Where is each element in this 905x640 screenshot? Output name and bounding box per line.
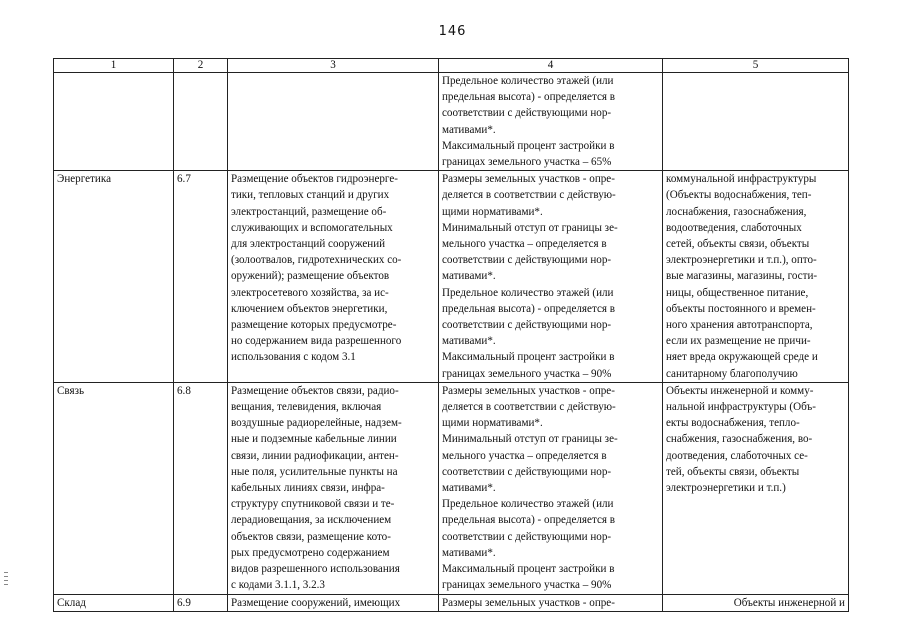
text-line: границах земельного участка – 90% bbox=[442, 367, 612, 380]
text-line: границах земельного участка – 90% bbox=[442, 579, 612, 592]
text-line: Размещение объектов связи, радио- bbox=[231, 384, 399, 397]
land-use-objects bbox=[663, 382, 849, 594]
text-line: ницы, общественное питание, bbox=[666, 286, 809, 299]
text-line: кабельных линиях связи, инфра- bbox=[231, 482, 385, 495]
text-line: для электростанций сооружений bbox=[231, 238, 386, 251]
text-line: Максимальный процент застройки в bbox=[442, 139, 615, 152]
text-line: соответствии с действующими нор- bbox=[442, 254, 612, 267]
text-line: электростанций, размещение об- bbox=[231, 205, 387, 218]
text-line: ные поля, усилительные пункты на bbox=[231, 465, 398, 478]
table-row bbox=[54, 382, 849, 594]
land-use-description bbox=[228, 171, 439, 383]
text-line: связи, линии радиофикации, антен- bbox=[231, 449, 399, 462]
text-line: тики, тепловых станций и других bbox=[231, 189, 390, 202]
land-use-name: Склад bbox=[54, 594, 174, 611]
text-line: Размеры земельных участков - опре- bbox=[442, 384, 615, 397]
text-line: ключением объектов энергетики, bbox=[231, 302, 388, 315]
text-line: тей, объекты связи, объекты bbox=[666, 465, 800, 478]
text-line: мельного участка – определяется в bbox=[442, 238, 607, 251]
land-use-parameters bbox=[439, 382, 663, 594]
text-line: Размещение сооружений, имеющих bbox=[231, 596, 401, 609]
text-line: структуру спутниковой связи и те- bbox=[231, 498, 395, 511]
text-line: вые магазины, магазины, гости- bbox=[666, 270, 818, 283]
text-line: электросетевого хозяйства, за ис- bbox=[231, 286, 389, 299]
text-line: если их размещение не причи- bbox=[666, 335, 811, 348]
land-use-table bbox=[53, 58, 849, 612]
text-line: мативами*. bbox=[442, 546, 496, 559]
text-line: деляется в соответствии с действую- bbox=[442, 401, 616, 414]
text-line: но содержанием вида разрешенного bbox=[231, 335, 402, 348]
text-line: щими нормативами*. bbox=[442, 205, 543, 218]
text-line: электроэнергетики и т.п.) bbox=[666, 482, 786, 495]
text-line: мативами*. bbox=[442, 270, 496, 283]
land-use-description bbox=[228, 594, 439, 611]
text-line: Предельное количество этажей (или bbox=[442, 498, 614, 511]
column-number: 5 bbox=[663, 59, 849, 73]
text-line: екты водоснабжения, тепло- bbox=[666, 417, 800, 430]
page-number: 146 bbox=[438, 24, 467, 39]
land-use-code: 6.8 bbox=[174, 382, 228, 594]
column-number-row bbox=[54, 59, 849, 73]
column-number: 2 bbox=[174, 59, 228, 73]
text-line: воздушные радиорелейные, надзем- bbox=[231, 417, 402, 430]
margin-mark bbox=[4, 572, 8, 588]
table-row bbox=[54, 73, 849, 171]
text-line: размещение которых предусмотре- bbox=[231, 319, 397, 332]
text-line: деляется в соответствии с действую- bbox=[442, 189, 616, 202]
text-line: Размеры земельных участков - опре- bbox=[442, 596, 615, 609]
text-line: вещания, телевидения, включая bbox=[231, 401, 382, 414]
text-line: щими нормативами*. bbox=[442, 417, 543, 430]
land-use-name bbox=[54, 73, 174, 171]
text-line: лоснабжения, газоснабжения, bbox=[666, 205, 807, 218]
text-line: нальной инфраструктуры (Объ- bbox=[666, 401, 816, 414]
text-line: рых предусмотрено содержанием bbox=[231, 546, 390, 559]
text-line: предельная высота) - определяется в bbox=[442, 91, 615, 104]
text-line: Минимальный отступ от границы зе- bbox=[442, 433, 618, 446]
text-line: соответствии с действующими нор- bbox=[442, 465, 612, 478]
text-line: лерадиовещания, за исключением bbox=[231, 514, 392, 527]
text-line: служивающих и вспомогательных bbox=[231, 221, 393, 234]
text-line: ные и подземные кабельные линии bbox=[231, 433, 397, 446]
land-use-description bbox=[228, 382, 439, 594]
table-row bbox=[54, 594, 849, 611]
text-line: соответствии с действующими нор- bbox=[442, 107, 612, 120]
text-line: Максимальный процент застройки в bbox=[442, 351, 615, 364]
text-line: соответствии с действующими нор- bbox=[442, 530, 612, 543]
text-line: Объекты инженерной и bbox=[733, 596, 845, 609]
text-line: соответствии с действующими нор- bbox=[442, 319, 612, 332]
text-line: (Объекты водоснабжения, теп- bbox=[666, 189, 812, 202]
text-line: предельная высота) - определяется в bbox=[442, 302, 615, 315]
text-line: использования с кодом 3.1 bbox=[231, 351, 356, 364]
column-number: 4 bbox=[439, 59, 663, 73]
land-use-parameters bbox=[439, 594, 663, 611]
text-line: оружений); размещение объектов bbox=[231, 270, 390, 283]
text-line: объектов связи, размещение кото- bbox=[231, 530, 391, 543]
land-use-objects bbox=[663, 73, 849, 171]
land-use-name: Энергетика bbox=[54, 171, 174, 383]
text-line: границах земельного участка – 65% bbox=[442, 156, 612, 169]
land-use-parameters bbox=[439, 171, 663, 383]
text-line: Предельное количество этажей (или bbox=[442, 75, 614, 87]
text-line: Предельное количество этажей (или bbox=[442, 286, 614, 299]
land-use-code bbox=[174, 73, 228, 171]
text-line: доотведения, слаботочных се- bbox=[666, 449, 808, 462]
land-use-parameters bbox=[439, 73, 663, 171]
land-use-description bbox=[228, 73, 439, 171]
land-use-objects bbox=[663, 171, 849, 383]
text-line: мативами*. bbox=[442, 123, 496, 136]
text-line: (золоотвалов, гидротехнических со- bbox=[231, 254, 402, 267]
text-line: Минимальный отступ от границы зе- bbox=[442, 221, 618, 234]
text-line: электроэнергетики и т.п.), опто- bbox=[666, 254, 817, 267]
text-line: снабжения, газоснабжения, во- bbox=[666, 433, 813, 446]
text-line: Максимальный процент застройки в bbox=[442, 563, 615, 576]
text-line: няет вреда окружающей среде и bbox=[666, 351, 818, 364]
text-line: коммунальной инфраструктуры bbox=[666, 173, 817, 186]
land-use-code: 6.9 bbox=[174, 594, 228, 611]
text-line: санитарному благополучию bbox=[666, 367, 798, 380]
text-line: ного хранения автотранспорта, bbox=[666, 319, 813, 332]
text-line: объекты постоянного и времен- bbox=[666, 302, 816, 315]
column-number: 3 bbox=[228, 59, 439, 73]
text-line: мативами*. bbox=[442, 482, 496, 495]
land-use-objects bbox=[663, 594, 849, 611]
text-line: сетей, объекты связи, объекты bbox=[666, 238, 810, 251]
text-line: видов разрешенного использования bbox=[231, 563, 400, 576]
text-line: предельная высота) - определяется в bbox=[442, 514, 615, 527]
text-line: Размещение объектов гидроэнерге- bbox=[231, 173, 398, 186]
text-line: мативами*. bbox=[442, 335, 496, 348]
text-line: с кодами 3.1.1, 3.2.3 bbox=[231, 579, 325, 592]
text-line: мельного участка – определяется в bbox=[442, 449, 607, 462]
table-row bbox=[54, 171, 849, 383]
land-use-code: 6.7 bbox=[174, 171, 228, 383]
text-line: Объекты инженерной и комму- bbox=[666, 384, 814, 397]
column-number: 1 bbox=[54, 59, 174, 73]
land-use-name: Связь bbox=[54, 382, 174, 594]
text-line: водоотведения, слаботочных bbox=[666, 221, 802, 234]
text-line: Размеры земельных участков - опре- bbox=[442, 173, 615, 186]
